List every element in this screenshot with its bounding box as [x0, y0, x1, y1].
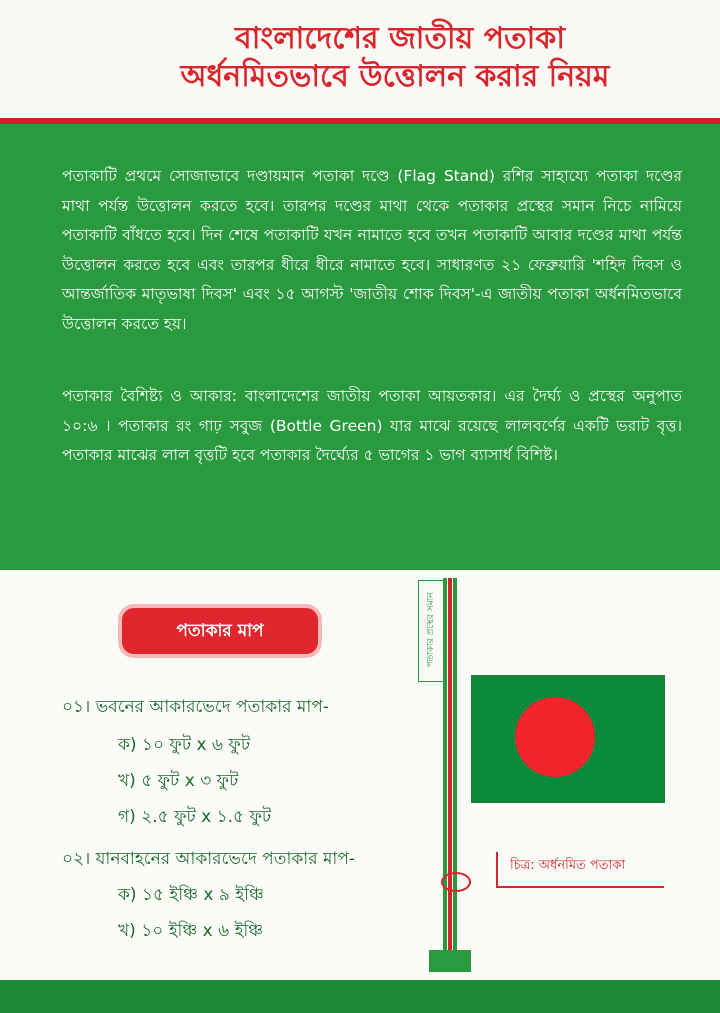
flag-red-circle: [515, 697, 595, 777]
vehicle-sizes-heading: ০২। যানবাহনের আকারভেদে পতাকার মাপ-: [62, 849, 356, 869]
bottom-band: [0, 980, 720, 1013]
list-item: খ) ১০ ইঞ্চি x ৬ ইঞ্চি: [118, 921, 264, 941]
page-title-line-1: বাংলাদেশের জাতীয় পতাকা: [235, 21, 565, 56]
pole-base: [429, 950, 471, 972]
sizes-section: [0, 570, 720, 1013]
rules-paragraph: পতাকাটি প্রথমে সোজাভাবে দণ্ডায়মান পতাকা দণ্ডে (Flag Stand) রশির সাহায্যে পতাকা দণ্ডের মাথা পর্যন্ত উত্তোলন করতে হবে। তারপর দণ্ডের মাথা থেকে পতাকার প্রস্থের সমান নিচে নামিয়ে পতাকাটি বাঁধতে হবে। দিন শেষে পতাকাটি যখন নামাতে হবে তখন পতাকাটি আবার দণ্ডের মাথা পর্যন্ত উত্তোলন করতে হবে এবং তারপর ধীরে ধীরে নামাতে হবে। সাধারণত ২১ ফেব্রুয়ারি 'শহিদ দিবস ও আন্তর্জাতিক মাতৃভাষা দিবস' এবং ১৫ আগস্ট 'জাতীয় শোক দিবস'-এ জাতীয় পতাকা অর্ধনমিতভাবে উত্তোলন করতে হয়।: [62, 167, 682, 333]
features-paragraph: পতাকার বৈশিষ্ট্য ও আকার: বাংলাদেশের জাতীয় পতাকা আয়তকার। এর দৈর্ঘ্য ও প্রস্থের অনুপাত ১০:৬ । পতাকার রং গাঢ় সবুজ (Bottle Green) যার মাঝে রয়েছে লালবর্ণের একটি ভরাট বৃত্ত। পতাকার মাঝের লাল বৃত্তটি হবে পতাকার দৈর্ঘ্যের ৫ ভাগের ১ ভাগ ব্যাসার্ধ বিশিষ্ট।: [62, 387, 682, 464]
list-item: খ) ৫ ফুট x ৩ ফুট: [118, 771, 239, 791]
building-sizes-heading: ০১। ভবনের আকারভেদে পতাকার মাপ-: [62, 697, 329, 717]
list-item: ক) ১০ ফুট x ৬ ফুট: [118, 735, 251, 755]
rules-panel: [0, 124, 720, 570]
list-item: গ) ২.৫ ফুট x ১.৫ ফুট: [118, 807, 272, 827]
figure-caption: চিত্র: অর্ধনমিত পতাকা: [510, 858, 626, 873]
sizes-badge: পতাকার মাপ: [122, 608, 318, 654]
page-title-line-2: অর্ধনমিতভাবে উত্তোলন করার নিয়ম: [180, 59, 610, 94]
header: [0, 0, 720, 118]
pole-ring: [441, 872, 471, 892]
list-item: ক) ১৫ ইঞ্চি x ৯ ইঞ্চি: [118, 885, 264, 905]
measure-label: পতাকার প্রস্থের সমান: [426, 592, 436, 668]
bangladesh-flag: [471, 675, 665, 803]
flag-pole: [443, 578, 461, 950]
